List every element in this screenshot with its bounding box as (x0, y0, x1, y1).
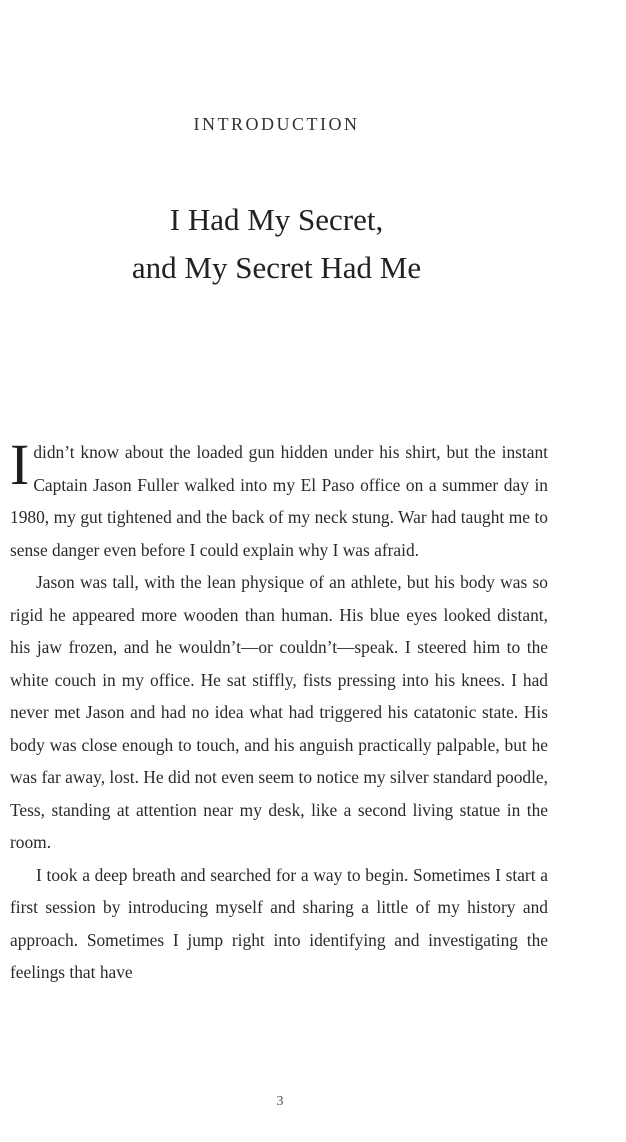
paragraph-2: Jason was tall, with the lean physique of an athlete, but his body was so rigid he appeared more wooden than human. His blue eyes looked distant, his jaw frozen, and he wouldn’t—or couldn’t—speak. I steered him to the white couch in my office. He sat stiffly, fists pressing into his knees. I had never met Jason and had no idea what had triggered his catatonic state. His body was close enough to touch, and his anguish practically palpable, but he was far away, lost. He did not even seem to notice my silver standard poodle, Tess, standing at attention near my desk, like a second living statue in the room. (10, 572, 548, 852)
paragraph-3: I took a deep breath and searched for a way to begin. Sometimes I start a first session by introducing myself and sharing a little of my history and approach. Sometimes I jump right into identifying and investigating the feelings that have (10, 864, 548, 982)
chapter-title-line-1: I Had My Secret, (169, 202, 384, 237)
page-number: 3 (276, 1094, 284, 1109)
paragraph-1-text: didn’t know about the loaded gun hidden under his shirt, but the instant Captain Jason Fuller walked into my El Paso office on a summer day in 1980, my gut tightened and the back of my neck stung. War had taught me to sense danger even before I could explain why I was afraid. (10, 442, 548, 560)
drop-cap: I (10, 432, 30, 497)
chapter-label: INTRODUCTION (193, 114, 360, 134)
chapter-title-line-2: and My Secret Had Me (131, 250, 422, 285)
body-text (10, 432, 548, 989)
chapter-title (0, 196, 553, 292)
paragraph-1 (10, 432, 548, 566)
